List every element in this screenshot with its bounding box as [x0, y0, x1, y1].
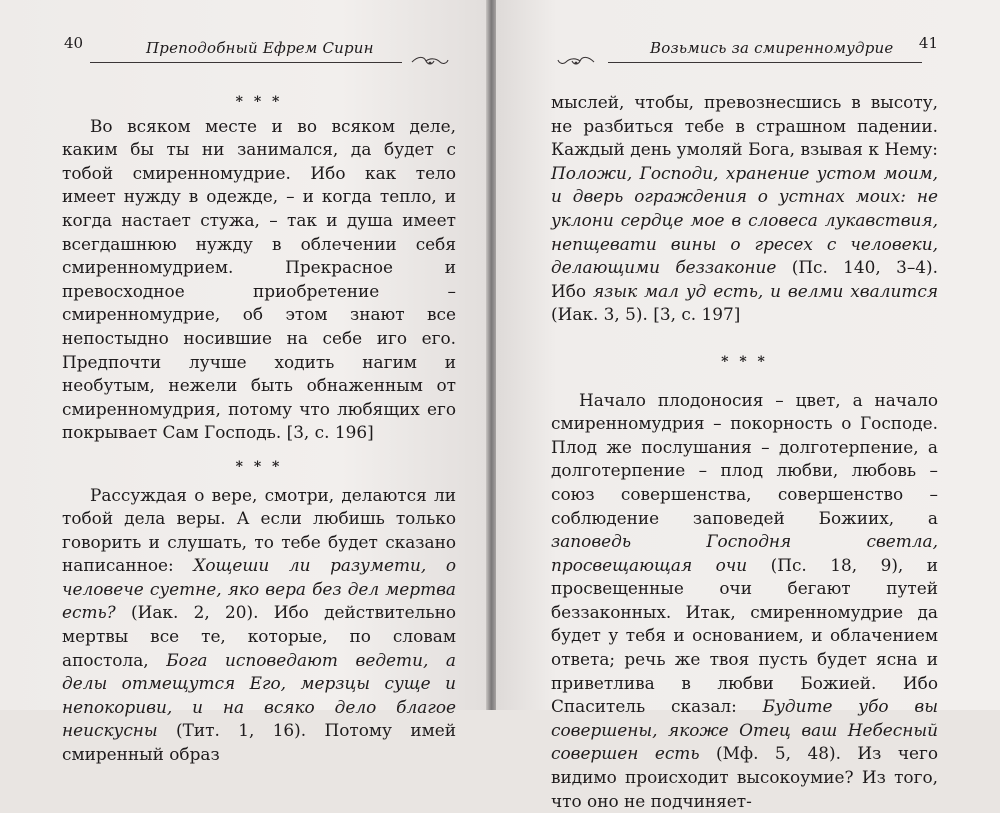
scripture-quote: Будите убо вы совершены, якоже Отец ваш Небесный совершен есть [551, 696, 938, 764]
text-run: мыслей, чтобы, превознесшись в высоту, не разбиться тебе в страшном падении. Каждый день умоляй Бога, взывая к Нему: [551, 92, 938, 160]
scripture-quote: язык мал уд есть, и велми хвалится [592, 280, 938, 301]
section-separator: * * * [235, 94, 283, 110]
text-run: (Тит. 1, 16). Потому имей смиренный образ [62, 720, 456, 765]
right-flourish-icon [556, 54, 596, 68]
scripture-quote: Хощеши ли разумети, о человече суетне, яко вера без дел мертва есть? [62, 555, 456, 623]
right-running-head [552, 34, 938, 74]
scripture-quote: Положи, Господи, хранение устом моим, и дверь ограждения о устнах моих: не уклони сердце мое в словеса лукавствия, непщевати вины о гресех с человеки, делающими беззаконие [551, 162, 938, 278]
right-page-number: 41 [918, 34, 938, 52]
paragraph [551, 389, 938, 813]
text-run: (Пс. 140, 3–4). Ибо [551, 257, 938, 301]
left-body-text [62, 91, 456, 767]
paragraph [62, 115, 456, 445]
right-body-text [551, 91, 938, 813]
right-page [496, 0, 1000, 811]
left-running-title: Преподобный Ефрем Сирин [146, 39, 374, 57]
paragraph [62, 484, 456, 767]
left-page-number: 40 [64, 34, 84, 52]
left-running-head [64, 34, 456, 74]
text-run: Начало плодоносия – цвет, а начало смиренномудрия – покорность о Господе. Плод же послушания – долготерпение, а долготерпение – плод любви, любовь – союз совершенства, совершенство – соблюдение заповедей Божиих, а [551, 389, 938, 528]
scripture-quote: Бога исповедают ведети, а делы отмещутся Его, мерзцы суще и непокориви, и на всяко дело благое неискусны [62, 649, 456, 741]
text-run: (Иак. 2, 20). Ибо действительно мертвы все те, которые, по словам апостола, [62, 602, 456, 670]
section-separator: * * * [721, 353, 768, 370]
left-page [0, 0, 488, 765]
left-flourish-icon [410, 54, 450, 68]
text-run: (Мф. 5, 48). Из чего видимо происходит высокоумие? Из того, что оно не подчиняет- [551, 743, 938, 811]
right-running-title: Возьмись за смиренномудрие [650, 39, 894, 57]
section-separator: * * * [235, 458, 283, 475]
left-header-rule [90, 62, 402, 63]
text-run: (Иак. 3, 5). [3, с. 197] [551, 304, 741, 325]
text-run: Рассуждая о вере, смотри, делаются ли тобой дела веры. А если любишь только говорить и слушать, то тебе будет сказано написанное: [62, 484, 456, 576]
text-run: Во всяком месте и во всяком деле, каким бы ты ни занимался, да будет с тобой смиренномудрие. Ибо как тело имеет нужду в одежде, – и когда тепло, и когда настает стужа, – так и душа имеет всегдашнюю нужду в облечении себя смиренномудрием. Прекрасное и превосходное приобретение – смиренномудрие, об этом знают все непостыдно носившие на себе иго его. Предпочти лучше ходить нагим и необутым, нежели быть обнаженным от смиренномудрия, потому что любящих его покрывает Сам Господь. [3, с. 196] [62, 115, 456, 443]
scripture-quote: заповедь Господня светла, просвещающая очи [551, 531, 938, 575]
text-run: (Пс. 18, 9), и просвещенные очи бегают путей беззаконных. Итак, смиренномудрие да будет у тебя и основанием, и облачением ответа; речь же твоя пусть будет ясна и приветлива в любви Божией. Ибо Спаситель сказал: [551, 554, 938, 717]
paragraph [551, 91, 938, 327]
right-header-rule [608, 62, 922, 63]
